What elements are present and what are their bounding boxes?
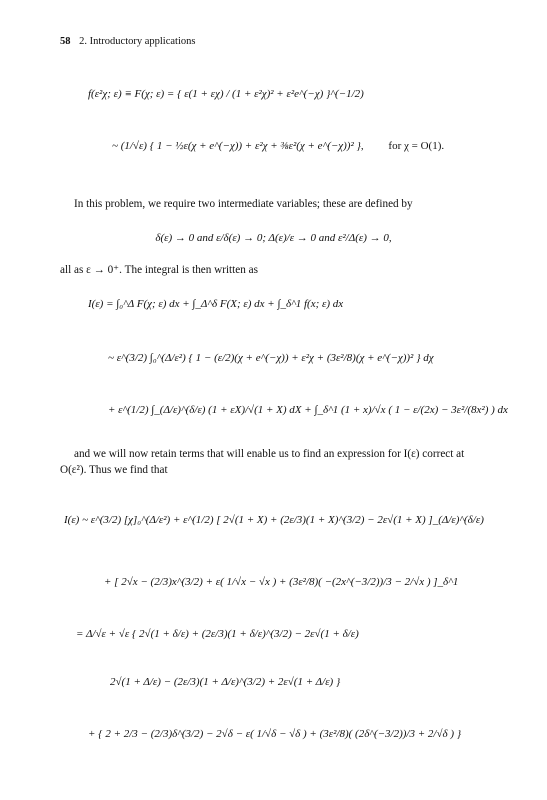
equation-integrand-definition: f(ε²χ; ε) ≡ F(χ; ε) = { ε(1 + εχ) / (1 + ε²χ)² + ε²e^(−χ) }^(−1/2) [88, 88, 364, 100]
page-number: 58 [60, 36, 71, 47]
paragraph-retain-terms: and we will now retain terms that will enable us to find an expression for I(ε) correct at O(ε²). Thus we find that [60, 448, 465, 477]
equation-combined-line3: + { 2 + 2/3 − (2/3)δ^(3/2) − 2√δ − ε( 1/√δ − √δ ) + (3ε²/8)( (2δ^(−3/2))/3 + 2/√δ ) } [88, 728, 462, 740]
equation-integral-split: I(ε) = ∫₀^Δ F(χ; ε) dx + ∫_Δ^δ F(X; ε) dx + ∫_δ^1 f(x; ε) dx [88, 298, 344, 310]
equation-outer-integrated: + [ 2√x − (2/3)x^(3/2) + ε( 1/√x − √x ) + (3ε²/8)( −(2x^(−3/2))/3 − 2/√x ) ]_δ^1 [104, 576, 459, 588]
equation-middle-outer-terms: + ε^(1/2) ∫_(Δ/ε)^(δ/ε) (1 + εX)/√(1 + X) dX + ∫_δ^1 (1 + x)/√x ( 1 − ε/(2x) − 3ε²/(8x²) ) dx [108, 404, 508, 416]
equation-combined-line1: = Δ/√ε + √ε { 2√(1 + δ/ε) + (2ε/3)(1 + δ/ε)^(3/2) − 2ε√(1 + δ/ε) [76, 628, 359, 640]
equation-expansion-body: ~ (1/√ε) { 1 − ½ε(χ + e^(−χ)) + ε²χ + ⅜ε²(χ + e^(−χ))² }, [112, 140, 364, 152]
paragraph-intermediate-variables: In this problem, we require two intermediate variables; these are defined by [74, 198, 413, 210]
equation-integrated-terms: I(ε) ~ ε^(3/2) [χ]₀^(Δ/ε²) + ε^(1/2) [ 2√(1 + X) + (2ε/3)(1 + X)^(3/2) − 2ε√(1 + X) ]_(Δ/ε)^(δ/ε) [64, 514, 484, 526]
equation-inner-expansion: ~ ε^(3/2) ∫₀^(Δ/ε²) { 1 − (ε/2)(χ + e^(−χ)) + ε²χ + (3ε²/8)(χ + e^(−χ))² } dχ [108, 352, 434, 364]
paragraph-integral-written: all as ε → 0⁺. The integral is then written as [60, 264, 258, 276]
equation-combined-line2: 2√(1 + Δ/ε) − (2ε/3)(1 + Δ/ε)^(3/2) + 2ε√(1 + Δ/ε) } [110, 676, 341, 688]
equation-intermediate-limits: δ(ε) → 0 and ε/δ(ε) → 0; Δ(ε)/ε → 0 and ε²/Δ(ε) → 0, [155, 232, 392, 244]
chapter-title: 2. Introductory applications [79, 36, 196, 47]
running-header [60, 36, 195, 47]
equation-condition: for χ = O(1). [388, 140, 445, 152]
equation-integrand-expansion [112, 140, 444, 153]
